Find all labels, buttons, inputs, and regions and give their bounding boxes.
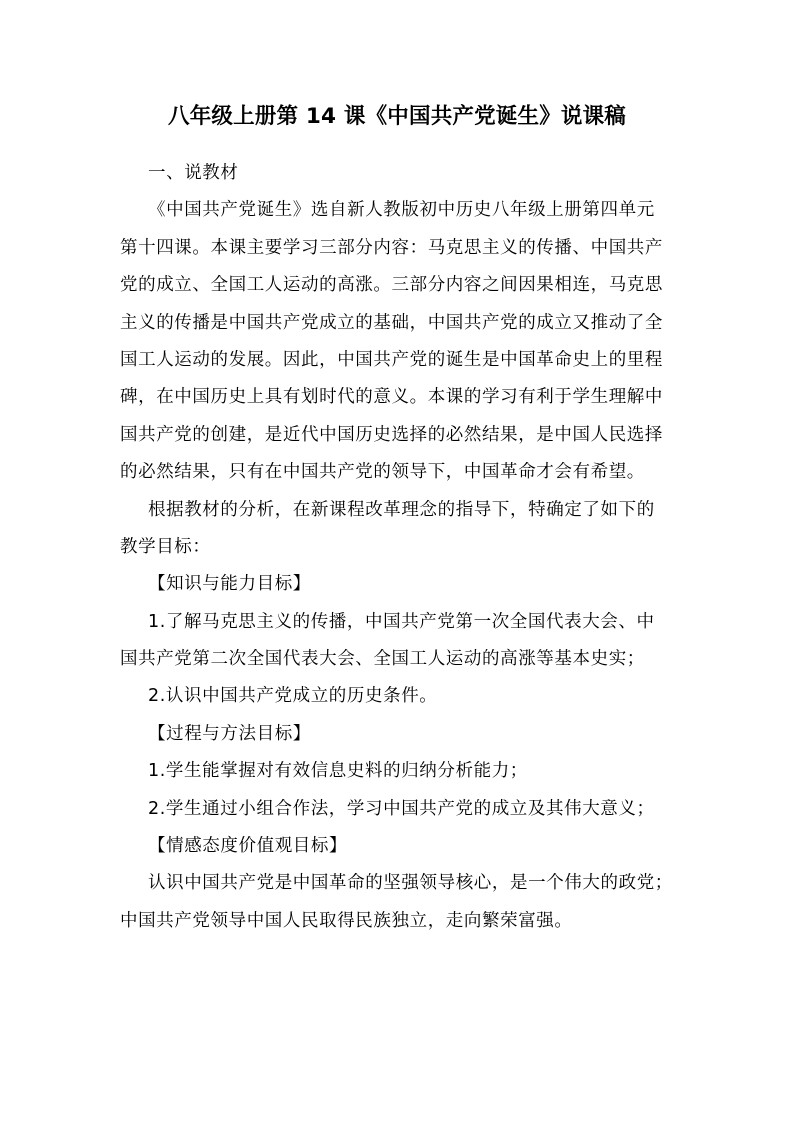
paragraph-line: 认识中国共产党是中国革命的坚强领导核心，是一个伟大的政党； — [148, 873, 673, 894]
paragraph-line: 党的成立、全国工人运动的高涨。三部分内容之间因果相连，马克思 — [120, 275, 663, 296]
document-title: 八年级上册第 14 课《中国共产党诞生》说课稿 — [168, 104, 626, 129]
paragraph-line: 教学目标： — [120, 536, 211, 557]
paragraph-line: 中国共产党领导中国人民取得民族独立，走向繁荣富强。 — [120, 910, 573, 931]
paragraph-line: 《中国共产党诞生》选自新人教版初中历史八年级上册第四单元 — [148, 200, 655, 221]
paragraph-line: 国共产党的创建，是近代中国历史选择的必然结果，是中国人民选择 — [120, 424, 663, 445]
subsection-heading: 【知识与能力目标】 — [148, 574, 311, 595]
list-item: 1.学生能掌握对有效信息史料的归纳分析能力； — [148, 761, 528, 782]
subsection-heading: 【过程与方法目标】 — [148, 723, 311, 744]
list-item: 2.学生通过小组合作法，学习中国共产党的成立及其伟大意义； — [148, 798, 655, 819]
list-item: 2.认识中国共产党成立的历史条件。 — [148, 686, 438, 707]
paragraph-line: 主义的传播是中国共产党成立的基础，中国共产党的成立又推动了全 — [120, 312, 663, 333]
paragraph-line: 根据教材的分析，在新课程改革理念的指导下，特确定了如下的 — [148, 499, 655, 520]
paragraph-line: 国工人运动的发展。因此，中国共产党的诞生是中国革命史上的里程 — [120, 349, 663, 370]
paragraph-line: 的必然结果，只有在中国共产党的领导下，中国革命才会有希望。 — [120, 462, 645, 483]
list-item-continuation: 国共产党第二次全国代表大会、全国工人运动的高涨等基本史实； — [120, 649, 645, 670]
document-body — [120, 155, 676, 940]
list-item: 1.了解马克思主义的传播，中国共产党第一次全国代表大会、中 — [148, 611, 655, 632]
subsection-heading: 【情感态度价值观目标】 — [148, 836, 348, 857]
paragraph-line: 第十四课。本课主要学习三部分内容：马克思主义的传播、中国共产 — [120, 237, 663, 258]
paragraph-line: 碑，在中国历史上具有划时代的意义。本课的学习有利于学生理解中 — [120, 387, 663, 408]
section-heading: 一、说教材 — [148, 163, 239, 183]
